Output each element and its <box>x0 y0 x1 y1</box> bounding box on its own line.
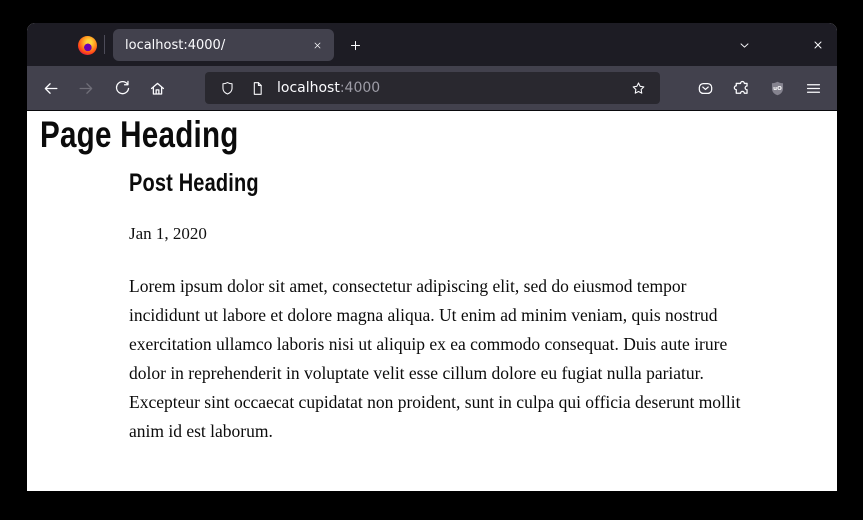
forward-button[interactable] <box>72 74 100 102</box>
window-close-button[interactable] <box>805 32 831 58</box>
tab-title: localhost:4000/ <box>125 37 226 53</box>
close-icon <box>312 40 323 51</box>
reload-icon <box>113 79 132 98</box>
browser-window <box>27 23 837 491</box>
post-heading: Post Heading <box>129 169 259 197</box>
page-content <box>27 111 837 491</box>
pocket-icon <box>696 79 715 98</box>
firefox-view-button[interactable] <box>74 34 100 56</box>
post-date: Jan 1, 2020 <box>129 224 207 243</box>
ublock-shield-icon <box>768 79 787 98</box>
active-tab[interactable] <box>113 29 334 61</box>
navigation-toolbar <box>27 66 837 111</box>
tab-separator <box>104 35 105 54</box>
url-text <box>277 80 620 96</box>
extensions-button[interactable] <box>727 74 755 102</box>
new-tab-button[interactable] <box>342 32 368 58</box>
bookmark-star-button[interactable] <box>626 76 650 100</box>
pocket-button[interactable] <box>691 74 719 102</box>
home-button[interactable] <box>143 74 171 102</box>
ublock-badge-text: uO <box>772 85 782 92</box>
home-icon <box>148 79 167 98</box>
arrow-right-icon <box>77 79 96 98</box>
plus-icon <box>348 38 363 53</box>
post-body-paragraph: Lorem ipsum dolor sit amet, consectetur adipiscing elit, sed do eiusmod tempor incididunt ut labore et dolore magna aliqua. Ut enim ad minim veniam, quis nostrud exercitation ullamco laboris nisi ut aliquip ex ea commodo consequat. Duis aute irure dolor in reprehenderit in voluptate velit esse cillum dolore eu fugiat nulla pariatur. Excepteur sint occaecat cupidatat non proident, sunt in culpa qui officia deserunt mollit anim id est laborum. <box>129 276 741 441</box>
arrow-left-icon <box>41 79 60 98</box>
site-info-button[interactable] <box>245 76 269 100</box>
url-port: :4000 <box>339 80 381 96</box>
tab-close-button[interactable] <box>306 34 328 56</box>
hamburger-icon <box>804 79 823 98</box>
list-all-tabs-button[interactable] <box>731 32 757 58</box>
page-icon <box>249 80 266 97</box>
puzzle-icon <box>732 79 751 98</box>
tab-bar <box>27 23 837 66</box>
page-heading: Page Heading <box>40 114 239 155</box>
url-host: localhost <box>277 80 340 96</box>
close-icon <box>812 39 824 51</box>
app-menu-button[interactable] <box>799 74 827 102</box>
ublock-origin-button[interactable] <box>763 74 791 102</box>
star-icon <box>630 80 647 97</box>
firefox-logo-icon <box>78 36 97 55</box>
address-bar[interactable] <box>205 72 660 104</box>
shield-icon <box>219 80 236 97</box>
reload-button[interactable] <box>108 74 136 102</box>
tracking-protection-button[interactable] <box>215 76 239 100</box>
chevron-down-icon <box>738 39 751 52</box>
back-button[interactable] <box>36 74 64 102</box>
